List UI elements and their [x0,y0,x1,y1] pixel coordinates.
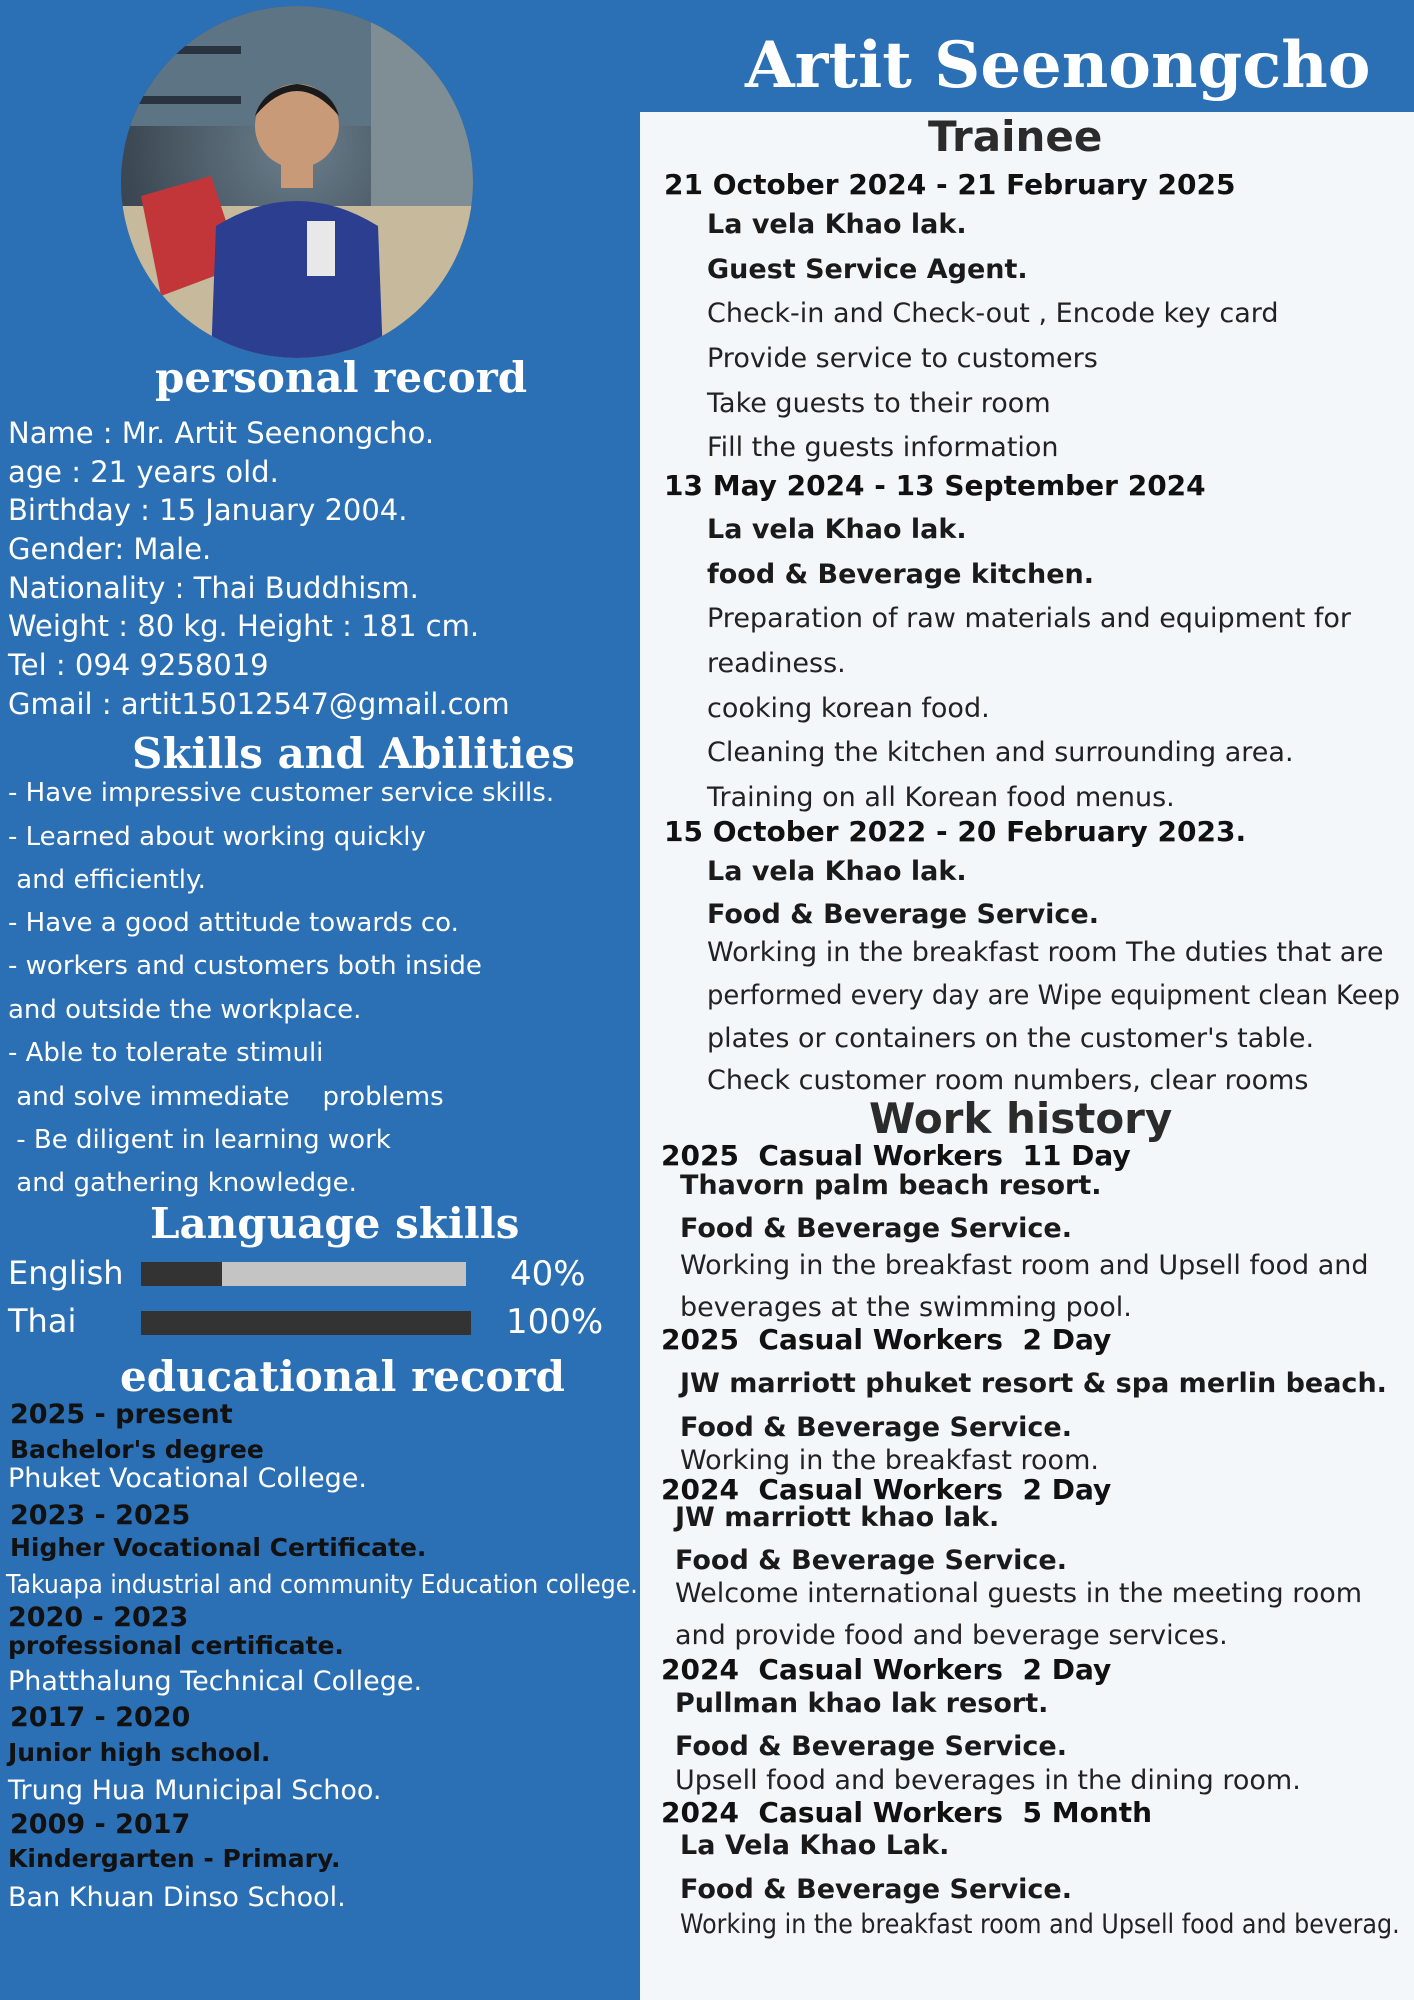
work-place: JW marriott phuket resort & spa merlin beach. [680,1368,1387,1399]
work-history-heading: Work history [869,1094,1173,1143]
education-school: Takuapa industrial and community Education college. [6,1570,638,1600]
personal-nationality: Nationality : Thai Buddhism. [8,571,419,605]
personal-gmail: Gmail : artit15012547@gmail.com [8,687,510,721]
work-duty: beverages at the swimming pool. [680,1292,1132,1323]
work-place: Pullman khao lak resort. [675,1688,1049,1719]
education-degree: Kindergarten - Primary. [8,1844,341,1873]
candidate-name: Artit Seenongcho [745,28,1371,103]
work-role: Food & Beverage Service. [680,1412,1073,1443]
work-title: 2025 Casual Workers 11 Day [661,1139,1131,1172]
education-years: 2017 - 2020 [10,1702,191,1733]
language-thai-percent: 100% [506,1302,604,1342]
trainee-dates: 15 October 2022 - 20 February 2023. [664,815,1247,848]
thai-level-bar [141,1311,471,1335]
trainee-heading: Trainee [928,112,1103,161]
skill-line: and outside the workplace. [8,995,362,1025]
education-school: Phuket Vocational College. [8,1463,367,1494]
trainee-place: La vela Khao lak. [707,514,967,545]
language-heading: Language skills [150,1199,520,1248]
skill-line: - Able to tolerate stimuli [8,1038,324,1068]
person-illustration-icon [121,6,473,358]
language-english-percent: 40% [510,1254,586,1294]
work-duty: Welcome international guests in the meeting room [675,1578,1363,1609]
trainee-role: food & Beverage kitchen. [707,559,1095,590]
work-role: Food & Beverage Service. [680,1874,1073,1905]
education-degree: Higher Vocational Certificate. [10,1533,427,1562]
work-duty: and provide food and beverage services. [675,1620,1228,1651]
work-place: Thavorn palm beach resort. [680,1170,1102,1201]
trainee-duty: Fill the guests information [707,432,1059,463]
education-years: 2023 - 2025 [10,1500,191,1531]
trainee-duty: performed every day are Wipe equipment clean Keep [707,980,1400,1011]
work-duty: Upsell food and beverages in the dining room. [675,1765,1301,1796]
work-duty: Working in the breakfast room and Upsell food and [680,1250,1369,1281]
education-years: 2009 - 2017 [10,1809,191,1840]
education-school: Trung Hua Municipal Schoo. [8,1775,382,1806]
skill-line: - Have impressive customer service skills. [8,778,555,808]
work-title: 2024 Casual Workers 2 Day [661,1653,1112,1686]
personal-weight-height: Weight : 80 kg. Height : 181 cm. [8,609,480,643]
skill-line: and gathering knowledge. [8,1168,357,1198]
trainee-duty: Check-in and Check-out , Encode key card [707,298,1279,329]
education-school: Phatthalung Technical College. [8,1666,423,1697]
skill-line: - Be diligent in learning work [8,1125,391,1155]
education-years: 2020 - 2023 [8,1602,189,1633]
work-title: 2024 Casual Workers 2 Day [661,1473,1112,1506]
trainee-place: La vela Khao lak. [707,209,967,240]
work-duty: Working in the breakfast room and Upsell food and beverag. [680,1909,1400,1940]
work-role: Food & Beverage Service. [680,1213,1073,1244]
trainee-place: La vela Khao lak. [707,856,967,887]
english-level-fill [141,1262,222,1286]
trainee-duty: Cleaning the kitchen and surrounding area. [707,737,1294,768]
work-place: JW marriott khao lak. [675,1502,1000,1533]
skill-line: - workers and customers both inside [8,951,482,981]
trainee-duty: Check customer room numbers, clear rooms [707,1065,1309,1096]
trainee-dates: 13 May 2024 - 13 September 2024 [664,469,1206,502]
trainee-duty: Take guests to their room [707,388,1051,419]
work-title: 2024 Casual Workers 5 Month [661,1796,1153,1829]
thai-level-fill [141,1311,471,1335]
skill-line: and solve immediate problems [8,1082,444,1112]
trainee-duty: Training on all Korean food menus. [707,782,1175,813]
english-level-bar [141,1262,466,1286]
personal-age: age : 21 years old. [8,455,279,489]
trainee-duty: plates or containers on the customer's table. [707,1023,1315,1054]
personal-birthday: Birthday : 15 January 2004. [8,493,408,527]
education-school: Ban Khuan Dinso School. [8,1882,346,1913]
work-place: La Vela Khao Lak. [680,1830,950,1861]
skill-line: - Have a good attitude towards co. [8,908,459,938]
education-degree: Junior high school. [8,1738,271,1767]
education-degree: professional certificate. [8,1631,344,1660]
trainee-dates: 21 October 2024 - 21 February 2025 [664,168,1236,201]
personal-tel: Tel : 094 9258019 [8,648,269,682]
profile-photo [121,6,473,358]
work-role: Food & Beverage Service. [675,1545,1068,1576]
education-degree: Bachelor's degree [10,1435,264,1464]
education-years: 2025 - present [10,1399,233,1430]
trainee-duty: Preparation of raw materials and equipment for [707,603,1352,634]
trainee-role: Food & Beverage Service. [707,899,1100,930]
trainee-duty: Provide service to customers [707,343,1098,374]
skill-line: and efficiently. [8,865,206,895]
language-thai-name: Thai [8,1302,77,1340]
trainee-duty: readiness. [707,648,846,679]
skill-line: - Learned about working quickly [8,822,426,852]
work-role: Food & Beverage Service. [675,1731,1068,1762]
language-english-name: English [8,1254,124,1292]
personal-gender: Gender: Male. [8,532,212,566]
trainee-role: Guest Service Agent. [707,254,1028,285]
trainee-duty: cooking korean food. [707,693,990,724]
education-heading: educational record [120,1352,566,1401]
work-duty: Working in the breakfast room. [680,1445,1099,1476]
trainee-duty: Working in the breakfast room The duties that are [707,937,1384,968]
skills-heading: Skills and Abilities [132,729,575,778]
personal-name: Name : Mr. Artit Seenongcho. [8,416,435,450]
work-title: 2025 Casual Workers 2 Day [661,1323,1112,1356]
personal-record-heading: personal record [155,353,528,402]
